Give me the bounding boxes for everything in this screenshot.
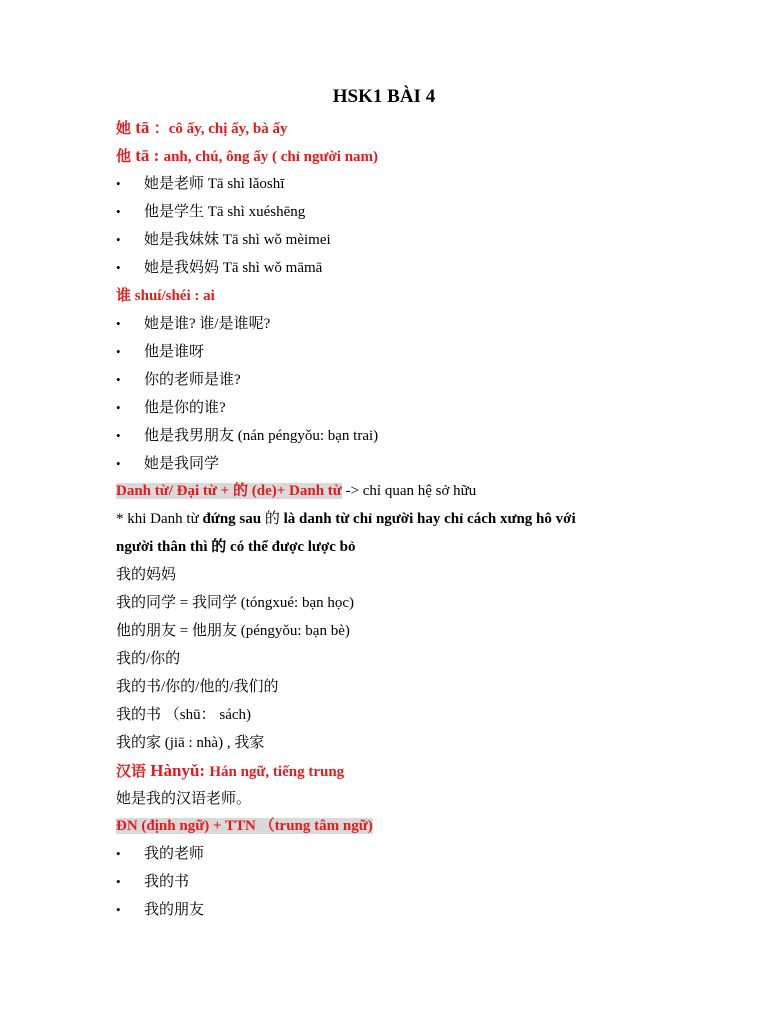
list-item — [116, 170, 676, 198]
note: (jiā : nhà) , — [161, 735, 235, 751]
note: （shū： sách) — [161, 707, 252, 723]
example-line: 我的/你的 — [116, 651, 181, 667]
note-part: có thể được lược bỏ — [226, 539, 356, 555]
vocab-she — [116, 114, 676, 142]
example-line — [116, 589, 676, 617]
hanzi: 我的同学 = 我同学 — [116, 595, 237, 611]
list-item: • 我的朋友 — [116, 896, 676, 924]
hanzi: 的 — [264, 511, 280, 527]
grammar-rule-2 — [116, 813, 676, 840]
pinyin: Tā shì wǒ mèimei — [219, 232, 331, 248]
list-item: • 我的老师 — [116, 840, 676, 868]
hanzi: 她 — [116, 121, 132, 137]
vocab-hanyu — [116, 757, 676, 785]
meaning: shuí/shéi : ai — [131, 288, 215, 304]
pinyin: tā : — [131, 146, 164, 165]
pinyin: Tā shì wǒ māmā — [219, 260, 323, 276]
hanzi: 她是我妹妹 — [144, 232, 220, 248]
pinyin: Tā shì xuéshēng — [204, 204, 306, 220]
rule-highlight — [116, 483, 342, 499]
note: (nán péngyǒu: bạn trai) — [234, 428, 379, 444]
hanzi: 他是学生 — [144, 204, 205, 220]
rule-part: ĐN (định ngữ) + TTN — [116, 818, 260, 834]
page-title: HSK1 BÀI 4 — [332, 86, 436, 107]
example-line — [116, 617, 676, 645]
hanzi: 他 — [116, 149, 132, 165]
hanzi: 她是老师 — [144, 176, 205, 192]
hanzi: 的 — [232, 483, 248, 499]
list-item: • 你的老师是谁? — [116, 366, 676, 394]
grammar-rule — [116, 478, 676, 505]
pinyin: Tā shì lǎoshī — [204, 176, 285, 192]
grammar-note-cont — [116, 533, 676, 561]
hanzi: 我的家 — [116, 735, 162, 751]
example-line: 我的书/你的/他的/我们的 — [116, 679, 279, 695]
pinyin: tā — [131, 118, 154, 137]
grammar-note — [116, 505, 676, 533]
rule-part: （trung tâm ngữ) — [259, 818, 373, 834]
document-page — [116, 86, 676, 924]
list-item: • 她是我同学 — [116, 450, 676, 478]
pinyin: Hànyǔ: — [146, 761, 210, 780]
example-line: 她是我的汉语老师。 — [116, 791, 252, 807]
list-item — [116, 198, 676, 226]
hanzi: 他是我男朋友 — [144, 428, 235, 444]
note-part: là danh từ chỉ người hay chỉ cách xưng hô với — [279, 511, 576, 527]
hanzi: 我的书 — [116, 707, 162, 723]
meaning: ：cô ấy, chị ấy, bà ấy — [153, 121, 288, 137]
example-line — [116, 729, 676, 757]
hanzi: 他的朋友 = 他朋友 — [116, 623, 237, 639]
list-item — [116, 422, 676, 450]
note-part: * khi Danh từ — [116, 511, 203, 527]
note-part: đứng sau — [202, 511, 265, 527]
hanzi: 谁 — [116, 288, 132, 304]
meaning: Hán ngữ, tiếng trung — [209, 764, 345, 780]
hanzi: 我家 — [234, 735, 265, 751]
list-item: • 他是谁呀 — [116, 338, 676, 366]
vocab-he — [116, 142, 676, 170]
list-item: • 他是你的谁? — [116, 394, 676, 422]
meaning: anh, chú, ông ấy ( chỉ người nam) — [163, 149, 379, 165]
list-item — [116, 254, 676, 282]
note-part: người thân thì — [116, 539, 212, 555]
note: (tóngxué: bạn học) — [236, 595, 355, 611]
rule-explanation: -> chỉ quan hệ sở hữu — [341, 483, 477, 499]
rule-highlight — [116, 818, 373, 834]
hanzi: 的 — [211, 539, 227, 555]
note: (péngyǒu: bạn bè) — [236, 623, 350, 639]
example-line: 我的妈妈 — [116, 567, 177, 583]
example-line — [116, 701, 676, 729]
list-item: • 我的书 — [116, 868, 676, 896]
hanzi: 她是我妈妈 — [144, 260, 220, 276]
rule-part: Danh từ/ Đại từ + — [116, 483, 233, 499]
vocab-who — [116, 282, 676, 310]
rule-part: (de)+ Danh từ — [248, 483, 342, 499]
list-item — [116, 226, 676, 254]
hanzi: 汉语 — [116, 764, 147, 780]
list-item: • 她是谁? 谁/是谁呢? — [116, 310, 676, 338]
